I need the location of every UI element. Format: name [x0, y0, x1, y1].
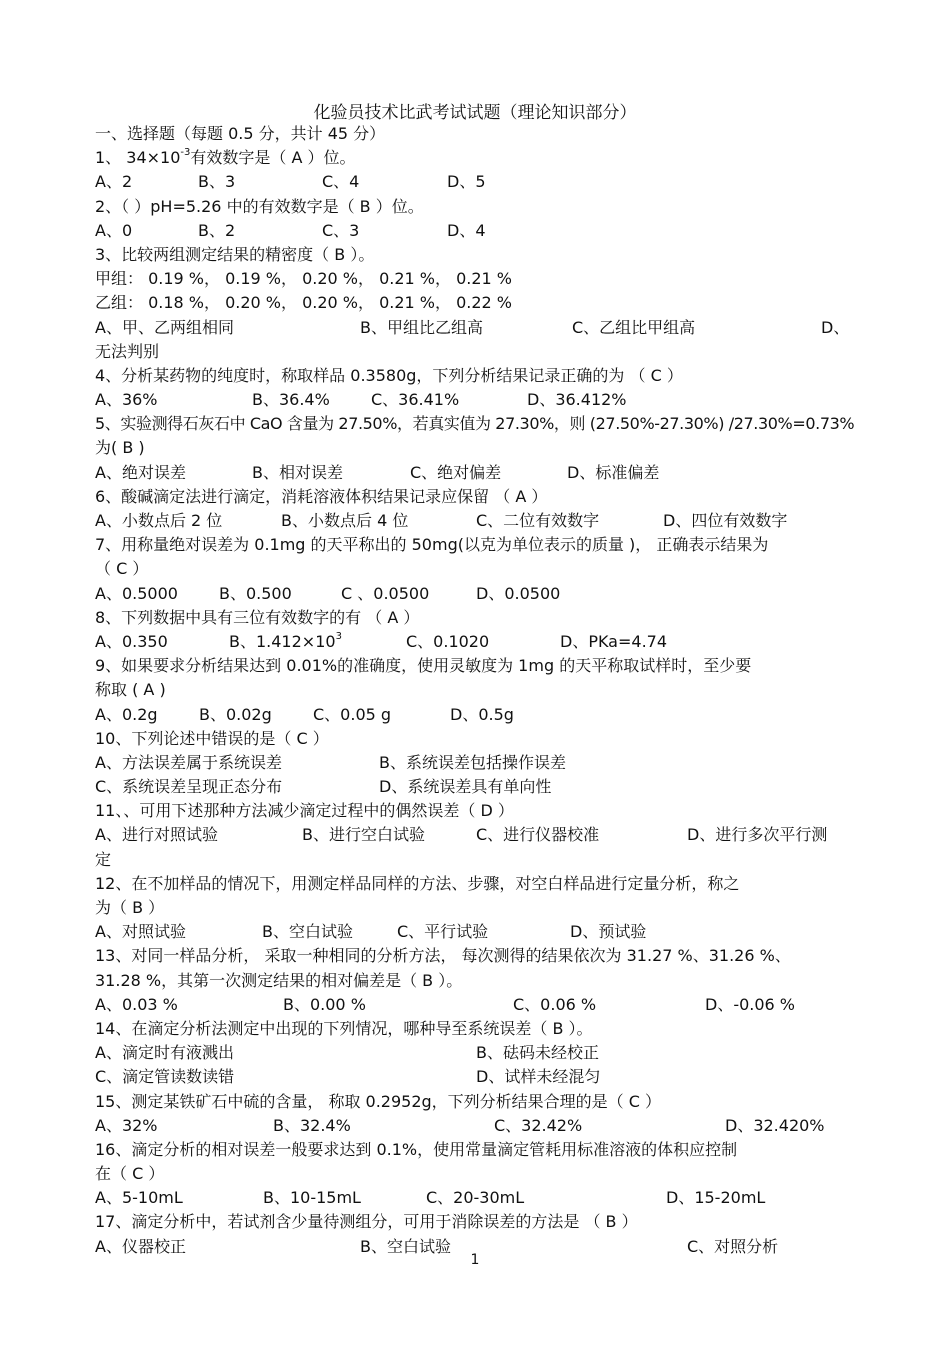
option-a: A、对照试验 [95, 922, 186, 942]
option-b: B、36.4% [252, 390, 330, 410]
options-9 [95, 703, 865, 727]
option-d-continued: 定 [95, 849, 112, 869]
question-16-continued: 在（ C ） [95, 1164, 165, 1184]
option-a: A、2 [95, 172, 133, 192]
option-a: A、方法误差属于系统误差 [95, 752, 282, 772]
option-a: A、甲、乙两组相同 [95, 317, 234, 337]
option-c: C、对照分析 [687, 1236, 779, 1256]
options-7 [95, 582, 865, 606]
question-list [95, 122, 865, 1259]
option-b: B、0.00 % [283, 994, 366, 1014]
option-b: B、甲组比乙组高 [360, 317, 483, 337]
option-c: C、0.1020 [406, 631, 490, 651]
option-b: B、0.02g [199, 704, 272, 724]
option-a: A、0.350 [95, 631, 168, 651]
option-c: C、0.06 % [513, 994, 597, 1014]
options-4 [95, 388, 865, 412]
option-c: C、32.42% [494, 1115, 583, 1135]
option-c: C、系统误差呈现正态分布 [95, 777, 283, 797]
question-5: 5、实验测得石灰石中 CaO 含量为 27.50%，若真实值为 27.30%，则 (27.50%-27.30%) /27.30%=0.73% [95, 414, 855, 434]
question-17: 17、滴定分析中，若试剂含少量待测组分，可用于消除误差的方法是 （ B ） [95, 1212, 638, 1232]
question-9-continued: 称取 ( A ) [95, 680, 166, 700]
option-a: A、进行对照试验 [95, 825, 218, 845]
options-5 [95, 461, 865, 485]
option-d: D、4 [447, 220, 486, 240]
options-6 [95, 509, 865, 533]
options-10-cd [95, 775, 865, 799]
option-b: B、10-15mL [263, 1188, 361, 1208]
option-d: D、PKa=4.74 [560, 631, 668, 651]
options-8 [95, 630, 865, 654]
option-d: D、 [821, 317, 850, 337]
option-a: A、32% [95, 1115, 158, 1135]
option-d: D、试样未经混匀 [476, 1067, 601, 1087]
question-10: 10、下列论述中错误的是（ C ） [95, 728, 329, 748]
option-b: B、小数点后 4 位 [281, 511, 409, 530]
options-14-cd [95, 1065, 865, 1089]
question-3: 3、比较两组测定结果的精密度（ B ）。 [95, 244, 375, 264]
option-d: D、36.412% [527, 390, 627, 410]
options-3 [95, 316, 865, 340]
option-b: B、进行空白试验 [302, 825, 425, 845]
option-b: B、0.500 [219, 583, 292, 603]
option-b: B、32.4% [273, 1115, 351, 1135]
option-c: C、绝对偏差 [410, 462, 502, 482]
option-a: A、0.2g [95, 704, 158, 724]
options-2 [95, 219, 865, 243]
option-d: D、预试验 [570, 922, 647, 942]
question-6: 6、酸碱滴定法进行滴定，消耗溶液体积结果记录应保留 （ A ） [95, 486, 548, 506]
question-12: 12、在不加样品的情况下，用测定样品同样的方法、步骤，对空白样品进行定量分析，称之 [95, 873, 740, 893]
group-jia-results: 甲组： 0.19 %， 0.19 %， 0.20 %， 0.21 %， 0.21 % [95, 269, 513, 289]
group-yi-results: 乙组： 0.18 %， 0.20 %， 0.20 %， 0.21 %， 0.22 % [95, 293, 513, 313]
question-9: 9、如果要求分析结果达到 0.01%的准确度，使用灵敏度为 1mg 的天平称取试样时，至少要 [95, 656, 752, 676]
question-5-continued: 为( B ) [95, 438, 145, 458]
option-d: D、15-20mL [666, 1188, 766, 1208]
option-a: A、36% [95, 390, 158, 410]
option-a: A、仪器校正 [95, 1236, 186, 1256]
option-d: D、0.0500 [476, 583, 561, 603]
option-d: D、5 [447, 172, 486, 192]
option-a: A、0.5000 [95, 583, 178, 603]
question-8: 8、下列数据中具有三位有效数字的有 （ A ） [95, 607, 420, 627]
options-16 [95, 1186, 865, 1210]
option-c: C、滴定管读数读错 [95, 1067, 235, 1087]
option-d: D、四位有效数字 [663, 511, 788, 530]
question-1: 1、 $34\times 10^{-3}$有效数字是（ A ）位。 [95, 147, 356, 168]
question-4: 4、分析某药物的纯度时，称取样品 0.3580g，下列分析结果记录正确的为 （ C ） [95, 365, 683, 385]
question-2: 2、（ ）pH=5.26 中的有效数字是（ B ）位。 [95, 196, 424, 216]
option-c: C、4 [322, 172, 360, 192]
options-15 [95, 1114, 865, 1138]
options-13 [95, 993, 865, 1017]
option-d: D、-0.06 % [705, 994, 796, 1014]
option-b: B、相对误差 [252, 462, 343, 482]
option-a: A、滴定时有液溅出 [95, 1043, 234, 1063]
option-d: D、进行多次平行测 [687, 825, 828, 845]
option-c: C、3 [322, 220, 360, 240]
options-11 [95, 823, 865, 847]
exam-title: 化验员技术比武考试试题（理论知识部分） [313, 103, 637, 123]
question-12-continued: 为（ B ） [95, 898, 165, 917]
option-c: C、0.05 g [313, 704, 392, 724]
option-b: B、3 [198, 172, 236, 192]
option-b: B、空白试验 [360, 1236, 451, 1256]
options-14-ab [95, 1041, 865, 1065]
question-15: 15、测定某铁矿石中硫的含量， 称取 0.2952g，下列分析结果合理的是（ C ） [95, 1091, 662, 1111]
option-c: C、进行仪器校准 [476, 825, 600, 845]
option-d-continued: 无法判别 [95, 341, 160, 361]
question-11: 11、、可用下述那种方法减少滴定过程中的偶然误差（ D ） [95, 801, 514, 821]
option-d: D、标准偏差 [567, 462, 660, 482]
question-7-continued: （ C ） [95, 559, 149, 579]
question-7: 7、用称量绝对误差为 0.1mg 的天平称出的 50mg(以克为单位表示的质量 )， 正确表示结果为 [95, 535, 769, 555]
options-10-ab [95, 751, 865, 775]
option-a: A、0 [95, 220, 133, 240]
option-c: C、乙组比甲组高 [572, 317, 696, 337]
section-heading: 一、选择题（每题 0.5 分，共计 45 分） [95, 124, 386, 143]
option-c: C、20-30mL [426, 1188, 525, 1208]
option-a: A、绝对误差 [95, 462, 186, 482]
option-b: B、砝码未经校正 [476, 1043, 599, 1063]
question-14: 14、在滴定分析法测定中出现的下列情况，哪种导至系统误差（ B ）。 [95, 1018, 593, 1038]
options-12 [95, 920, 865, 944]
option-a: A、5-10mL [95, 1188, 183, 1208]
option-a: A、0.03 % [95, 994, 178, 1014]
option-c: C、平行试验 [397, 922, 489, 942]
option-d: D、系统误差具有单向性 [379, 777, 552, 797]
option-c: C、36.41% [371, 390, 460, 410]
option-c: C 、0.0500 [341, 583, 430, 603]
option-b: B、系统误差包括操作误差 [379, 752, 566, 772]
option-d: D、32.420% [725, 1115, 825, 1135]
question-13: 13、对同一样品分析， 采取一种相同的分析方法， 每次测得的结果依次为 31.27 %、31.26 %、 [95, 946, 791, 966]
option-d: D、0.5g [450, 704, 514, 724]
option-b: B、$1.412\times 10^3$ [229, 630, 342, 651]
question-16: 16、滴定分析的相对误差一般要求达到 0.1%，使用常量滴定管耗用标准溶液的体积应控制 [95, 1139, 738, 1159]
question-13-continued: 31.28 %，其第一次测定结果的相对偏差是（ B ）。 [95, 970, 463, 990]
option-a: A、小数点后 2 位 [95, 511, 223, 530]
page-number: 1 [470, 1252, 480, 1268]
option-b: B、空白试验 [262, 922, 353, 942]
options-1 [95, 170, 865, 194]
option-c: C、二位有效数字 [476, 511, 600, 530]
option-b: B、2 [198, 220, 236, 240]
